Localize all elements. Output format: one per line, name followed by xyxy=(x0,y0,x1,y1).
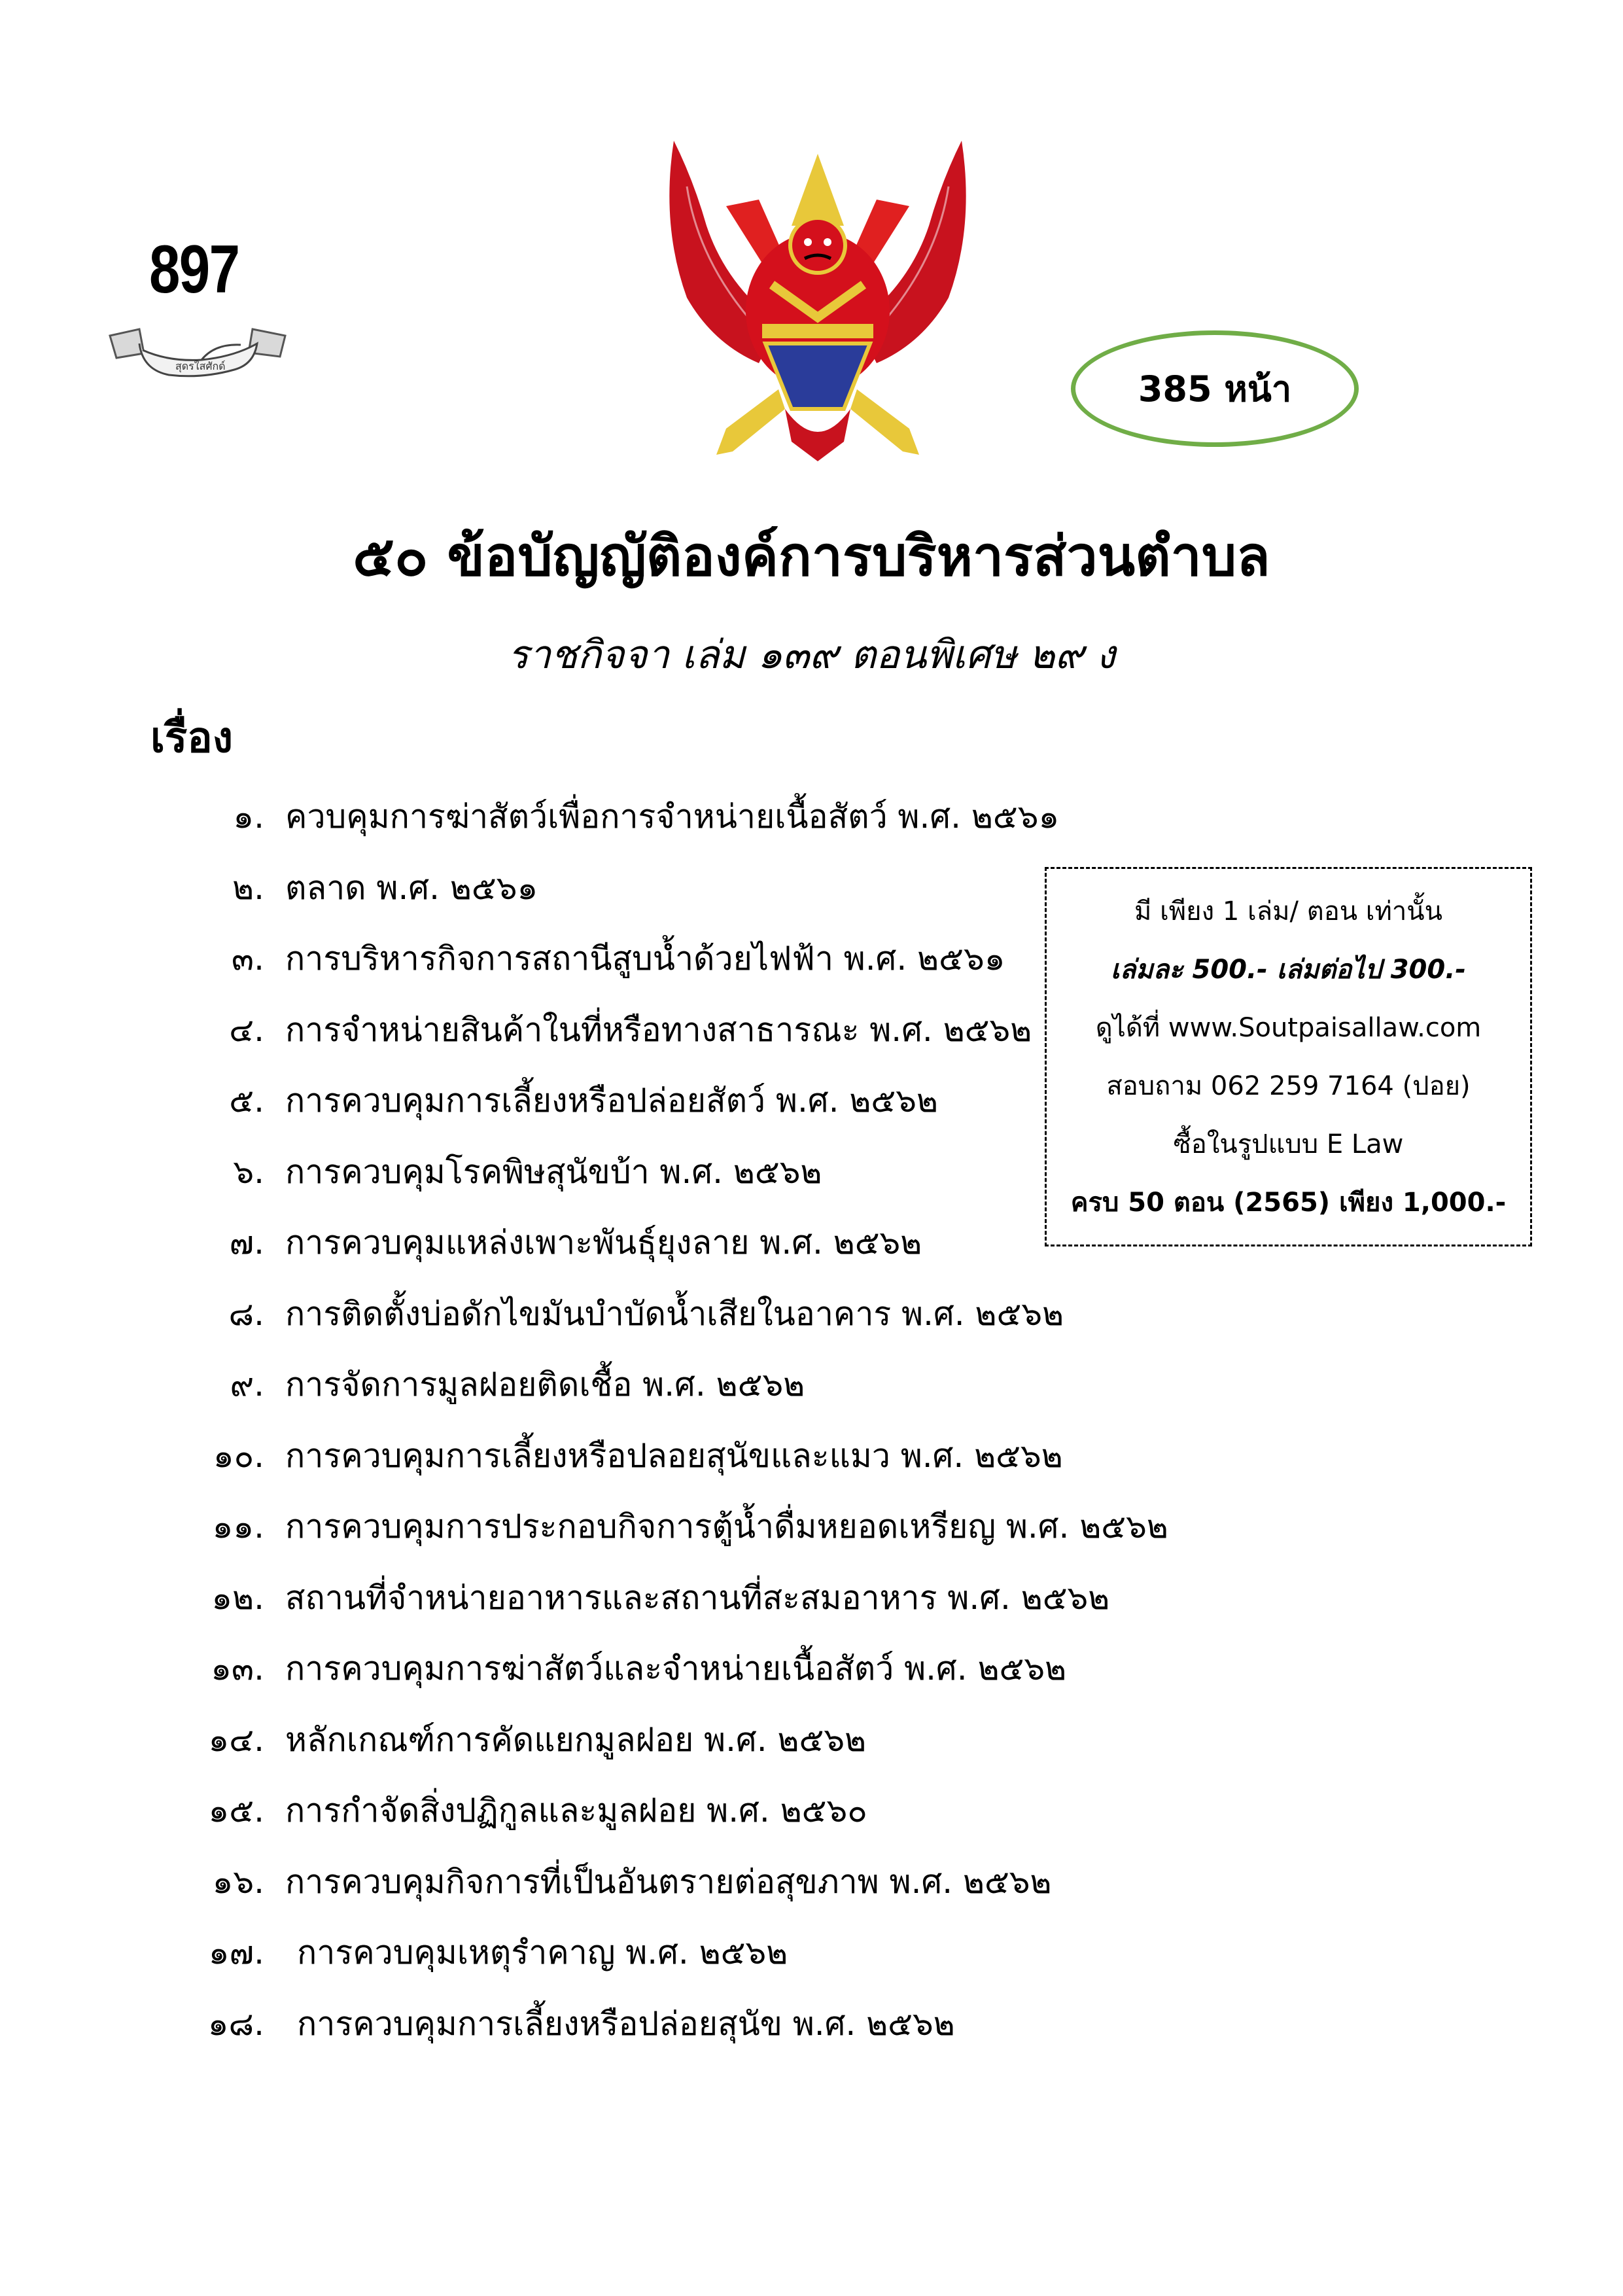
item-number: ๑๗. xyxy=(208,1934,264,1971)
item-number: ๑. xyxy=(233,798,264,836)
item-number: ๑๑. xyxy=(212,1508,264,1545)
item-text: การควบคุมการเลี้ยงหรือปล่อยสัตว์ พ.ศ. ๒๕๖๒ xyxy=(285,1082,938,1120)
item-text: การจำหน่ายสินค้าในที่หรือทางสาธารณะ พ.ศ. ๒๕๖๒ xyxy=(285,1010,1032,1049)
item-text: หลักเกณฑ์การคัดแยกมูลฝอย พ.ศ. ๒๕๖๒ xyxy=(285,1720,867,1759)
item-text: การควบคุมการประกอบกิจการตู้น้ำดื่มหยอดเหรียญ พ.ศ. ๒๕๖๒ xyxy=(285,1508,1168,1545)
list-item xyxy=(177,1649,1223,1720)
promo-contact-phone: สอบถาม 062 259 7164 (ปอย) xyxy=(1106,1070,1471,1101)
item-text: การบริหารกิจการสถานีสูบน้ำด้วยไฟฟ้า พ.ศ. ๒๕๖๑ xyxy=(285,940,1005,978)
item-number: ๑๘. xyxy=(207,2004,264,2043)
item-number: ๙. xyxy=(230,1366,264,1404)
item-text: การจัดการมูลฝอยติดเชื้อ พ.ศ. ๒๕๖๒ xyxy=(285,1366,805,1404)
item-number: ๒. xyxy=(232,868,264,907)
item-number: ๓. xyxy=(231,940,264,978)
item-number: ๕. xyxy=(229,1082,264,1120)
garuda-emblem-icon xyxy=(648,128,988,468)
list-item xyxy=(177,1578,1223,1650)
item-number: ๔. xyxy=(229,1010,264,1049)
list-item xyxy=(177,2004,1223,2075)
promo-box xyxy=(1045,867,1532,1246)
item-number: ๑๖. xyxy=(212,1862,264,1901)
item-number: ๑๐. xyxy=(213,1436,264,1475)
item-number: ๘. xyxy=(228,1294,264,1333)
list-item xyxy=(177,1294,1223,1366)
page-count-badge xyxy=(1071,330,1359,447)
svg-text:สุดรใสศักด์: สุดรใสศักด์ xyxy=(175,360,226,372)
document-number: 897 xyxy=(149,232,239,308)
item-text: การควบคุมเหตุรำคาญ พ.ศ. ๒๕๖๒ xyxy=(297,1934,788,1971)
promo-availability: มี เพียง 1 เล่ม/ ตอน เท่านั้น xyxy=(1134,896,1442,927)
promo-elaw-format: ซื้อในรูปแบบ E Law xyxy=(1173,1129,1404,1159)
item-text: ควบคุมการฆ่าสัตว์เพื่อการจำหน่ายเนื้อสัตว์ พ.ศ. ๒๕๖๑ xyxy=(285,798,1060,836)
item-number: ๑๕. xyxy=(208,1792,264,1829)
item-number: ๗. xyxy=(229,1224,264,1262)
item-text: การกำจัดสิ่งปฏิกูลและมูลฝอย พ.ศ. ๒๕๖๐ xyxy=(285,1792,867,1829)
item-text: ตลาด พ.ศ. ๒๕๖๑ xyxy=(285,868,538,907)
item-text: สถานที่จำหน่ายอาหารและสถานที่สะสมอาหาร พ.ศ. ๒๕๖๒ xyxy=(285,1578,1110,1617)
list-item xyxy=(177,1862,1223,1934)
promo-bundle-price: ครบ 50 ตอน (2565) เพียง 1,000.- xyxy=(1070,1187,1507,1218)
item-text: การควบคุมกิจการที่เป็นอันตรายต่อสุขภาพ พ.ศ. ๒๕๖๒ xyxy=(285,1862,1052,1901)
promo-website-link[interactable]: ดูได้ที่ www.Soutpaisallaw.com xyxy=(1095,1012,1482,1043)
list-item xyxy=(177,1933,1223,2004)
item-text: การควบคุมการเลี้ยงหรือปล่อยสุนัข พ.ศ. ๒๕๖๒ xyxy=(297,2004,955,2043)
page-title: ๕๐ ข้อบัญญัติองค์การบริหารส่วนตำบล xyxy=(353,524,1270,588)
item-number: ๑๒. xyxy=(211,1578,264,1617)
item-number: ๑๓. xyxy=(211,1650,264,1687)
item-text: การติดตั้งบ่อดักไขมันบำบัดน้ำเสียในอาคาร พ.ศ. ๒๕๖๒ xyxy=(285,1294,1064,1333)
promo-price: เล่มละ 500.- เล่มต่อไป 300.- xyxy=(1111,954,1466,985)
item-text: การควบคุมการเลี้ยงหรือปลอยสุนัขและแมว พ.ศ. ๒๕๖๒ xyxy=(285,1436,1063,1475)
item-number: ๑๔. xyxy=(208,1720,264,1759)
list-item xyxy=(177,1365,1223,1436)
list-item xyxy=(177,797,1223,868)
list-item xyxy=(177,1436,1223,1508)
item-text: การควบคุมโรคพิษสุนัขบ้า พ.ศ. ๒๕๖๒ xyxy=(285,1152,822,1191)
list-item xyxy=(177,1720,1223,1792)
subject-heading: เรื่อง xyxy=(150,714,233,762)
item-number: ๖. xyxy=(233,1152,264,1191)
list-item xyxy=(177,1507,1223,1578)
item-text: การควบคุมการฆ่าสัตว์และจำหน่ายเนื้อสัตว์ พ.ศ. ๒๕๖๒ xyxy=(285,1650,1067,1687)
item-text: การควบคุมแหล่งเพาะพันธุ์ยุงลาย พ.ศ. ๒๕๖๒ xyxy=(285,1224,922,1262)
gazette-reference: ราชกิจจา เล่ม ๑๓๙ ตอนพิเศษ ๒๙ ง xyxy=(508,632,1115,678)
page-count-text: 385 หน้า xyxy=(1138,368,1292,410)
ribbon-logo-icon xyxy=(103,324,293,383)
list-item xyxy=(177,1791,1223,1862)
